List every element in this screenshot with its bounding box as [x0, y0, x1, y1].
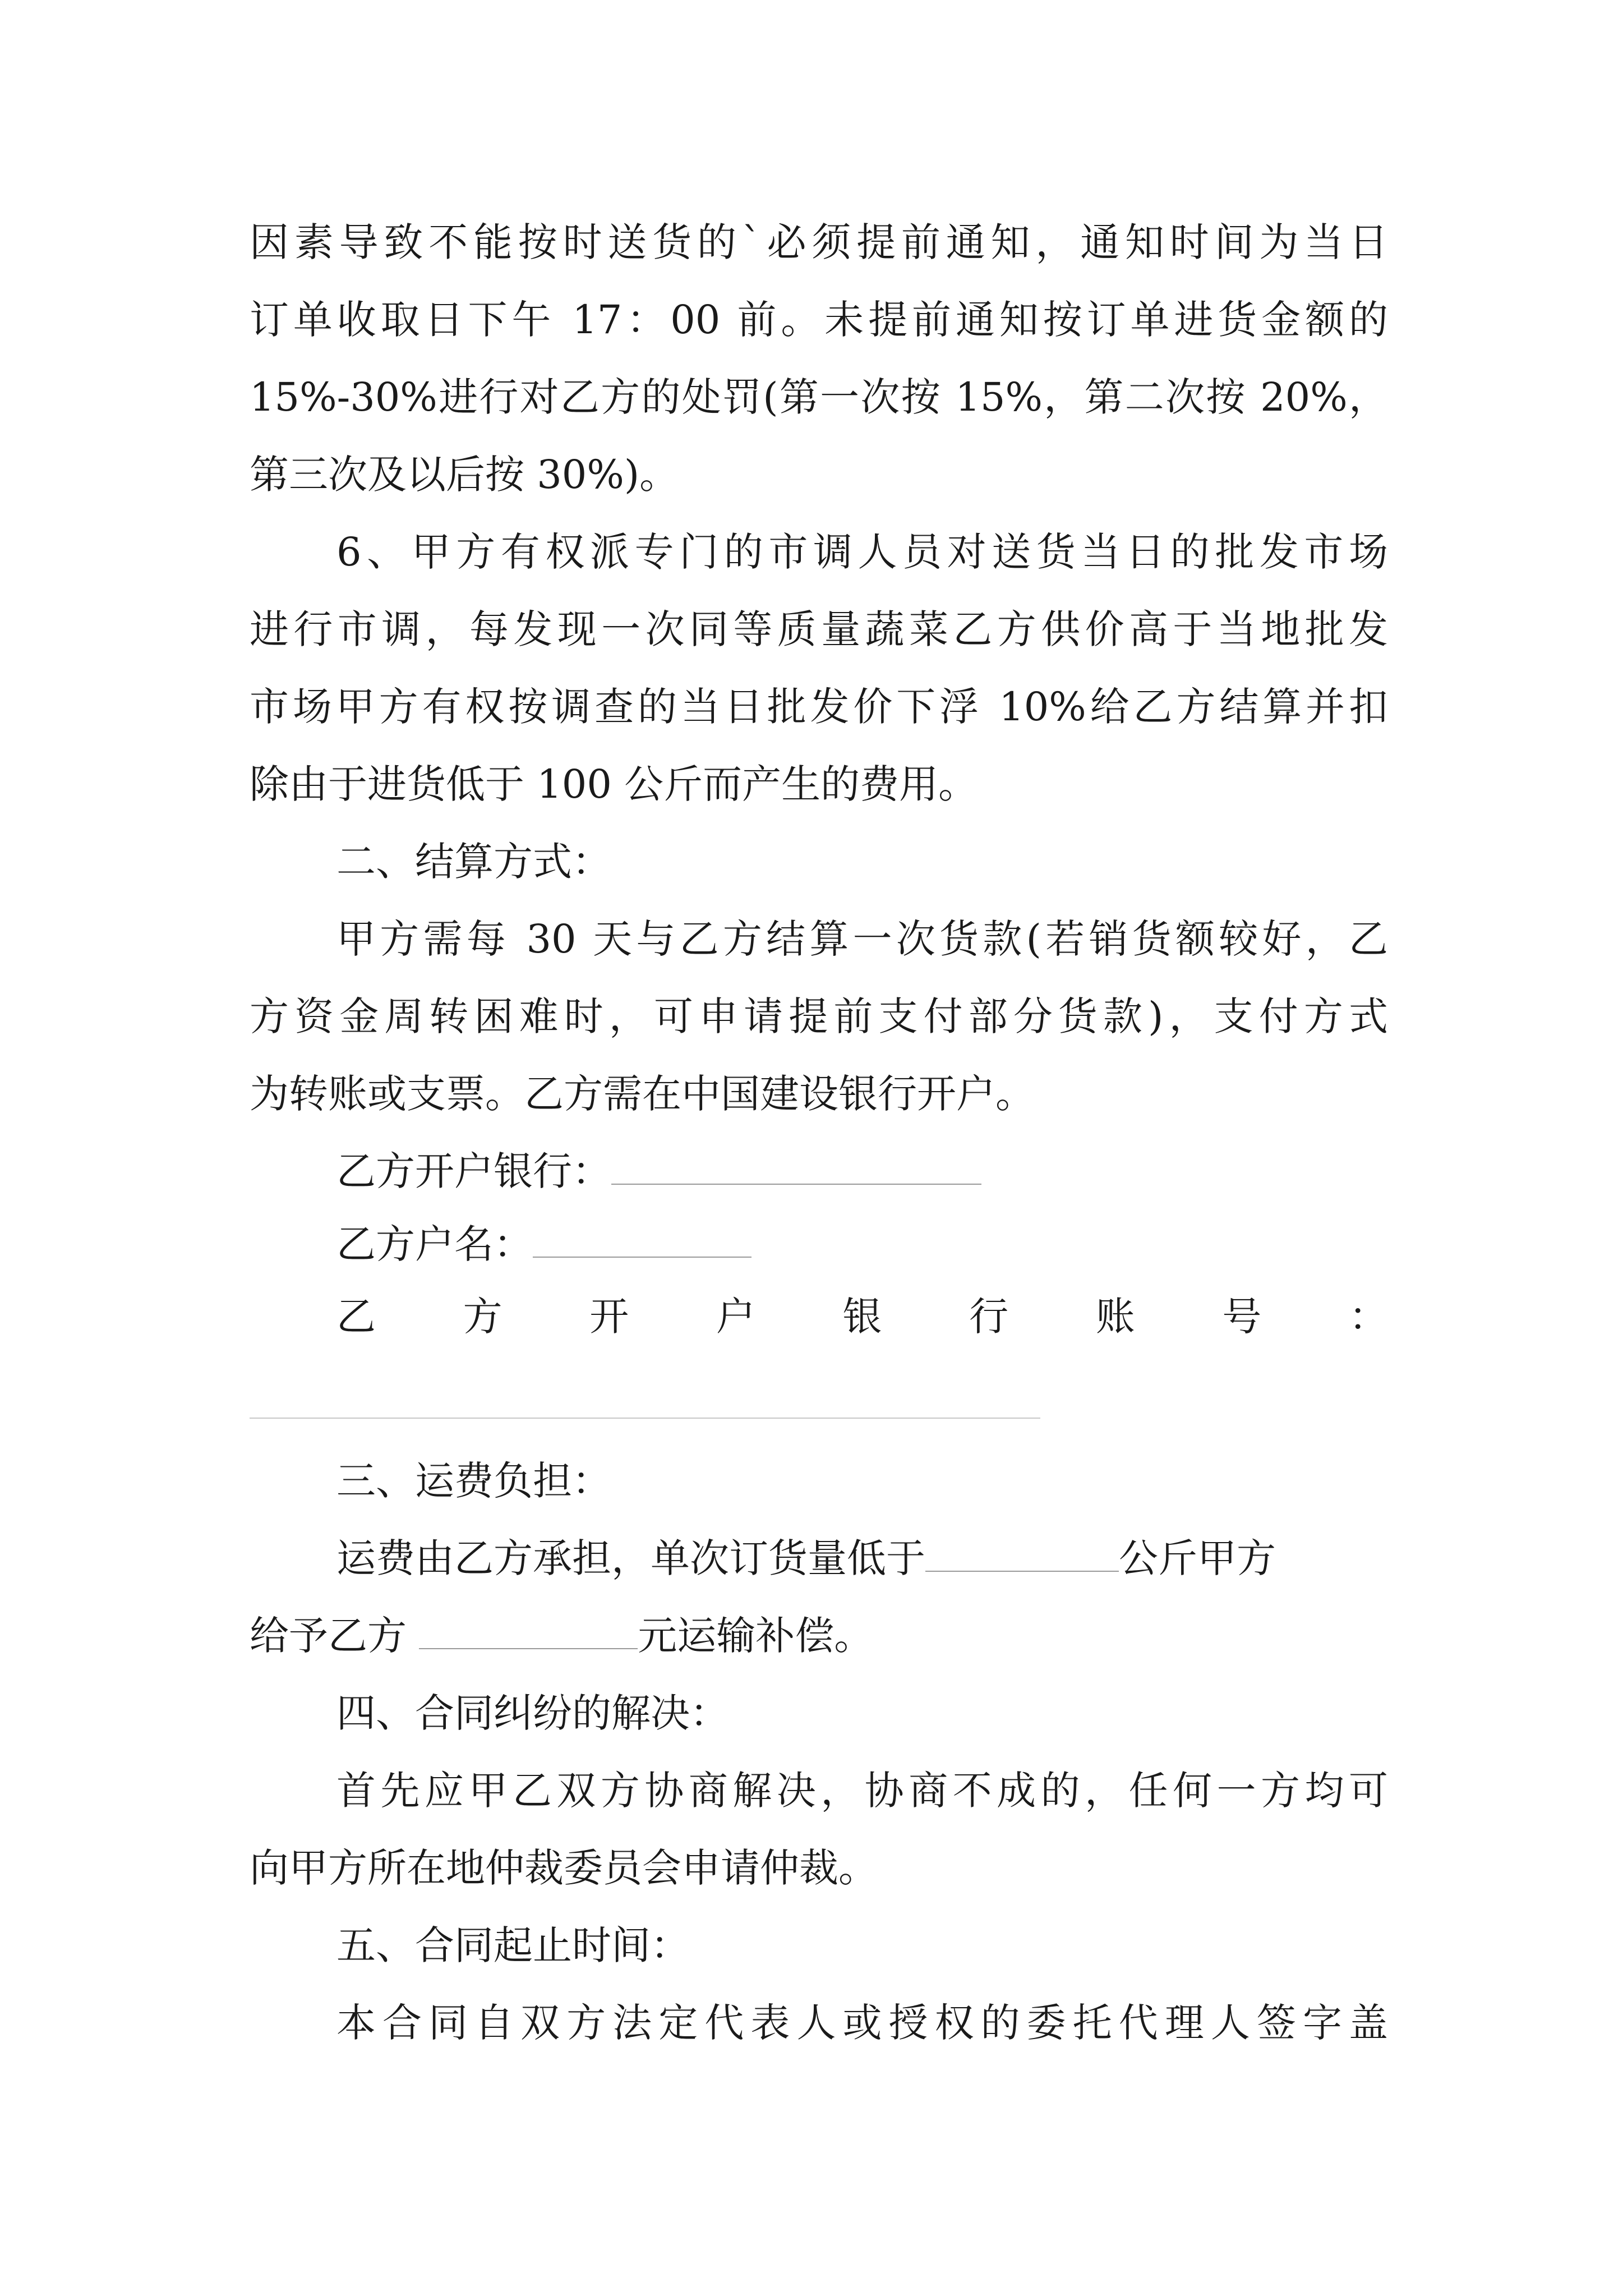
weight-blank[interactable] — [925, 1537, 1119, 1572]
label-char: 乙 — [336, 1294, 376, 1340]
section-heading: 四、合同纠纷的解决： — [336, 1690, 729, 1736]
paragraph-line: 本合同自双方法定代表人或授权的委托代理人签字盖 — [336, 2000, 1388, 2046]
paragraph-line: 为转账或支票。乙方需在中国建设银行开户。 — [250, 1071, 1035, 1117]
account-name-line — [336, 1213, 1388, 1275]
paragraph-line: 6、甲方有权派专门的市调人员对送货当日的批发市场 — [336, 529, 1388, 575]
bank-name-label: 乙方开户银行： — [336, 1148, 611, 1194]
paragraph-line: 除由于进货低于 100 公斤而产生的费用。 — [250, 761, 978, 807]
label-char: 户 — [716, 1294, 755, 1340]
paragraph-line: 15%-30%进行对乙方的处罚(第一次按 15%，第二次按 20%， — [250, 374, 1388, 420]
label-char: 行 — [969, 1294, 1009, 1340]
bank-name-line — [336, 1140, 1388, 1202]
paragraph-line: 首先应甲乙双方协商解决，协商不成的，任何一方均可 — [336, 1768, 1388, 1814]
paragraph-line: 方资金周转困难时，可申请提前支付部分货款)，支付方式 — [250, 993, 1388, 1039]
bank-name-blank[interactable] — [611, 1150, 981, 1185]
freight-line-1 — [336, 1527, 1388, 1589]
paragraph-line: 甲方需每 30 天与乙方结算一次货款(若销货额较好，乙 — [336, 916, 1388, 962]
section-heading: 二、结算方式： — [336, 839, 611, 885]
freight-line-2 — [250, 1605, 1388, 1667]
label-char: 银 — [842, 1294, 882, 1340]
freight-text: 元运输补偿。 — [638, 1613, 874, 1659]
label-char: ： — [1349, 1294, 1388, 1340]
freight-text: 运费由乙方承担，单次订货量低于 — [336, 1535, 925, 1581]
freight-text: 公斤甲方 — [1119, 1535, 1276, 1581]
paragraph-line: 订单收取日下午 17：00 前。未提前通知按订单进货金额的 — [250, 297, 1388, 343]
account-number-label — [336, 1286, 1388, 1347]
label-char: 账 — [1095, 1294, 1135, 1340]
label-char: 号 — [1222, 1294, 1262, 1340]
paragraph-line: 市场甲方有权按调查的当日批发价下浮 10%给乙方结算并扣 — [250, 684, 1388, 730]
freight-text: 给予乙方 — [250, 1613, 419, 1659]
account-number-blank[interactable] — [250, 1418, 1040, 1419]
label-char: 方 — [463, 1294, 502, 1340]
account-name-label: 乙方户名： — [336, 1221, 533, 1267]
amount-blank[interactable] — [419, 1614, 638, 1649]
paragraph-line: 向甲方所在地仲裁委员会申请仲裁。 — [250, 1845, 878, 1891]
section-heading: 三、运费负担： — [336, 1458, 611, 1504]
section-heading: 五、合同起止时间： — [336, 1922, 690, 1968]
paragraph-line: 第三次及以后按 30%)。 — [250, 452, 679, 498]
paragraph-line: 进行市调，每发现一次同等质量蔬菜乙方供价高于当地批发 — [250, 606, 1388, 652]
label-char: 开 — [589, 1294, 629, 1340]
account-name-blank[interactable] — [533, 1223, 751, 1258]
paragraph-line: 因素导致不能按时送货的`必须提前通知，通知时间为当日 — [250, 219, 1388, 265]
